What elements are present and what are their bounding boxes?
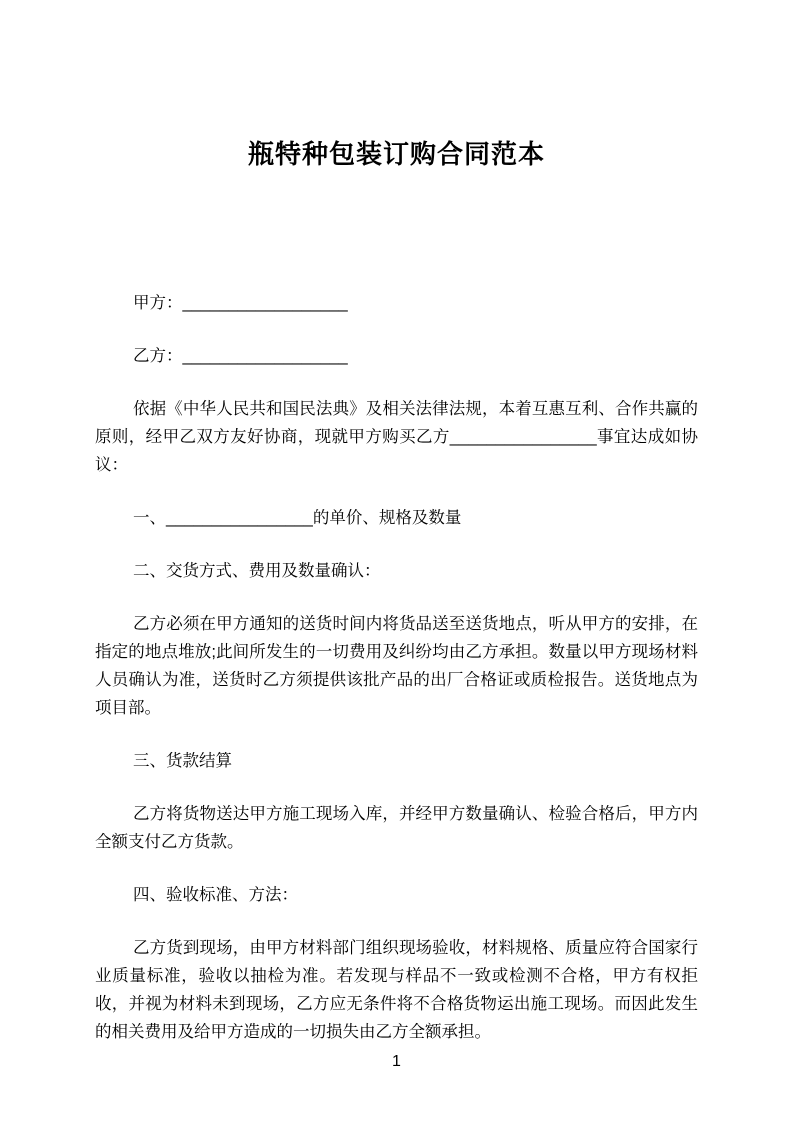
party-b-line [95,342,698,370]
party-b-blank: __________________ [182,347,348,365]
section-1-heading: 一、________________的单价、规格及数量 [133,509,462,527]
party-a-label: 甲方： [133,294,183,312]
section-2-body: 乙方必须在甲方通知的送货时间内将货品送至送货地点，听从甲方的安排，在指定的地点堆放;此间所发生的一切费用及纠纷均由乙方承担。数量以甲方现场材料人员确认为准，送货时乙方须提供该批产品的出厂合格证或质检报告。送货地点为项目部。 [95,615,698,717]
section-3-body: 乙方将货物送达甲方施工现场入库，并经甲方数量确认、检验合格后，甲方内全额支付乙方货款。 [95,805,698,851]
document-content [0,140,793,1046]
section-4-body: 乙方货到现场，由甲方材料部门组织现场验收，材料规格、质量应符合国家行业质量标准，验收以抽检为准。若发现与样品不一致或检测不合格，甲方有权拒收，并视为材料未到现场，乙方应无条件将不合格货物运出施工现场。而因此发生的相关费用及给甲方造成的一切损失由乙方全额承担。 [95,939,698,1041]
page-number: 1 [392,1053,401,1070]
section-3-heading: 三、货款结算 [133,752,232,770]
party-a-blank: __________________ [182,294,348,312]
section-2-heading: 二、交货方式、费用及数量确认： [133,562,381,580]
document-title: 瓶特种包装订购合同范本 [247,139,545,169]
party-a-line [95,289,698,317]
party-b-label: 乙方： [133,347,183,365]
preamble-paragraph: 依据《中华人民共和国民法典》及相关法律法规，本着互惠互利、合作共赢的原则，经甲乙双方友好协商，现就甲方购买乙方________________事宜达成如协议： [95,400,698,474]
section-4-heading: 四、验收标准、方法： [133,886,298,904]
